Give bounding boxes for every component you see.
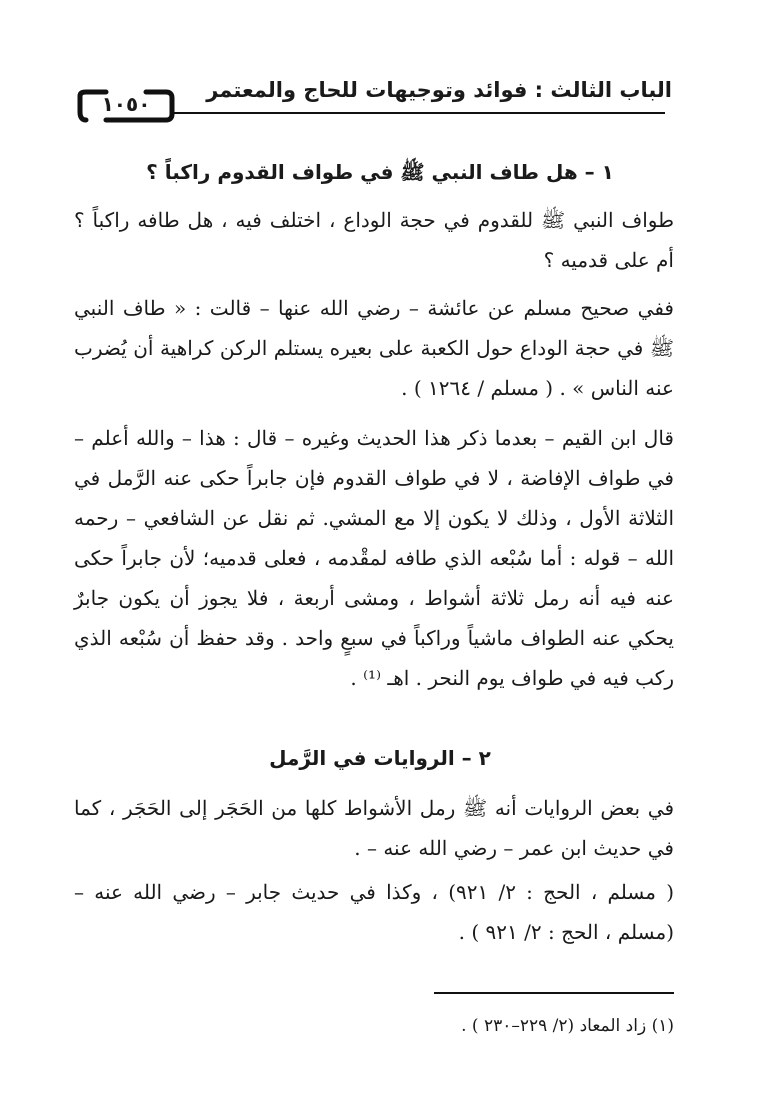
page-number-badge [76, 88, 176, 124]
paragraph-1: طواف النبي ﷺ للقدوم في حجة الوداع ، اختلف فيه ، هل طافه راكباً ؟ أم على قدميه ؟ [74, 208, 674, 272]
header-divider [170, 112, 665, 114]
footnote: (١) زاد المعاد (٢/ ٢٢٩–٢٣٠ ) . [461, 1016, 674, 1036]
paragraph-5: ( مسلم ، الحج : ٢/ ٩٢١) ، وكذا في حديث جابر – رضي الله عنه – (مسلم ، الحج : ٢/ ٩٢١ ) . [74, 880, 675, 944]
footnote-divider [434, 992, 674, 994]
chapter-header-title: الباب الثالث : فوائد وتوجيهات للحاج والمعتمر [206, 78, 672, 102]
section-heading-1: ١ – هل طاف النبي ﷺ في طواف القدوم راكباً ؟ [146, 160, 614, 184]
paragraph-3: قال ابن القيم – بعدما ذكر هذا الحديث وغيره – قال : هذا – والله أعلم – في طواف الإفاضة ، لا في طواف القدوم فإن جابراً حكى عنه الرَّمل في الثلاثة الأول ، وذلك لا يكون إلا مع المشي. ثم نقل عن الشافعي – رحمه الله – قوله : أما سُبْعه الذي طافه لمقْدمه ، فعلى قدميه؛ لأن جابراً حكى عنه فيه أنه رمل ثلاثة أشواط ، ومشى أربعة ، فلا يجوز أن يكون جابرٌ يحكي عنه الطواف ماشياً وراكباً في سبعٍ واحد . وقد حفظ أن سُبْعه الذي ركب فيه في طواف يوم النحر . اهـ ⁽¹⁾ . [74, 426, 674, 690]
paragraph-4: في بعض الروايات أنه ﷺ رمل الأشواط كلها من الحَجَر إلى الحَجَر ، كما في حديث ابن عمر – رضي الله عنه – . [74, 796, 674, 860]
paragraph-2: ففي صحيح مسلم عن عائشة – رضي الله عنها – قالت : « طاف النبي ﷺ في حجة الوداع حول الكعبة على بعيره يستلم الركن كراهية أن يُضرب عنه الناس » . ( مسلم / ١٢٦٤ ) . [74, 296, 674, 400]
section-heading-2: ٢ – الروايات في الرَّمل [269, 746, 491, 770]
page-number: ١٠٥٠ [101, 92, 151, 116]
